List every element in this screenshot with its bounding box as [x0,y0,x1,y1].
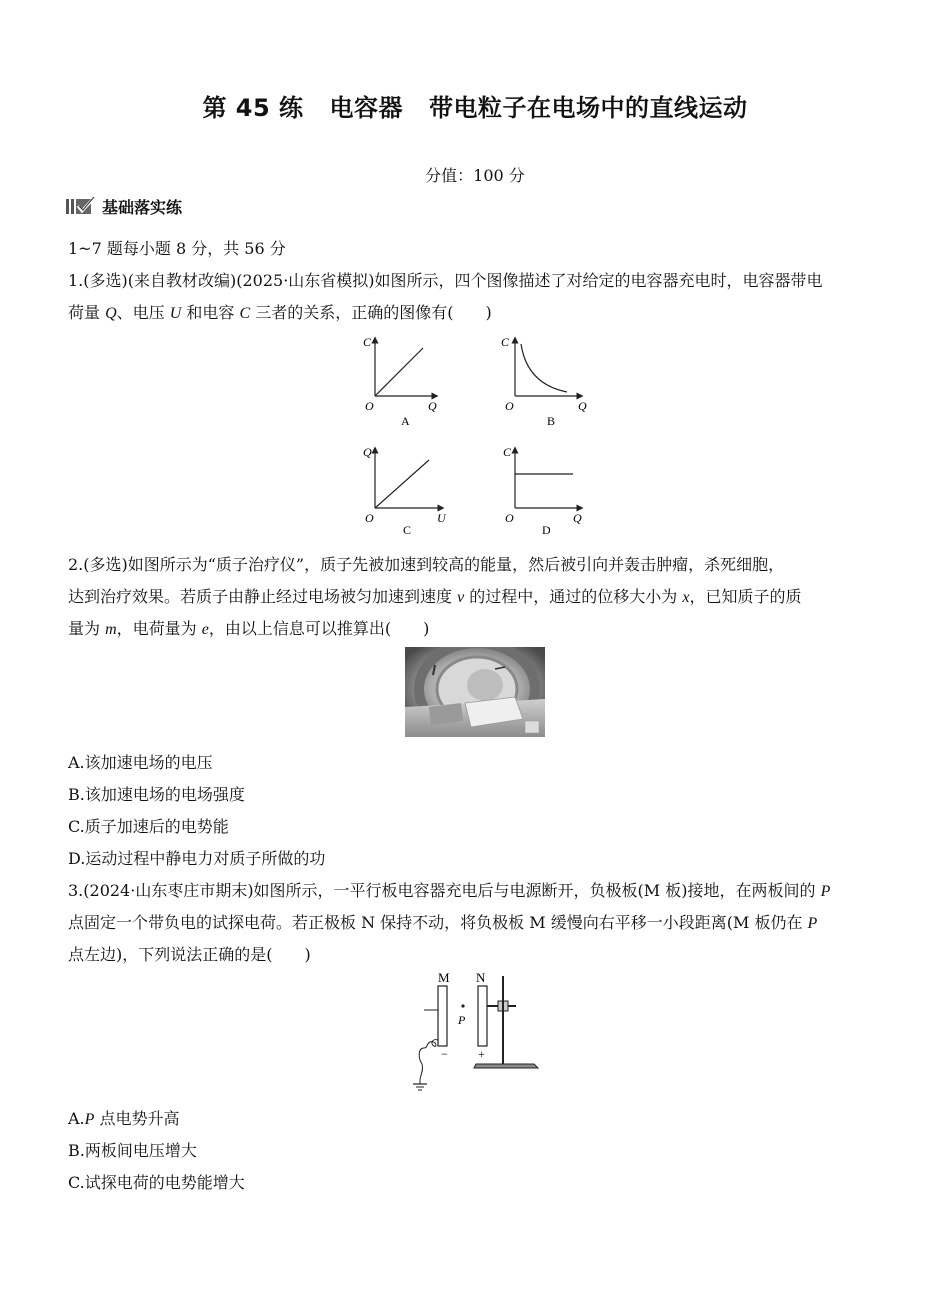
instructions: 1~7 题每小题 8 分，共 56 分 [68,239,286,258]
q3-option-b: B.两板间电压增大 [68,1141,197,1160]
checkmark-section-icon [66,196,96,216]
graph-a-xlabel: Q [428,399,437,413]
proton-therapy-photo [405,647,545,737]
plate-n-label: N [476,970,486,985]
stand-base [474,1064,538,1068]
plus-sign: + [478,1047,485,1061]
graph-b-curve [521,344,567,392]
graph-b-origin: O [505,399,514,413]
section-label: 基础落实练 [102,197,183,217]
q1-line2: 荷量 Q、电压 U 和电容 C 三者的关系，正确的图像有( ) [68,303,492,322]
score-text: 分值：100 分 [425,166,525,185]
q2-line2: 达到治疗效果。若质子由静止经过电场被匀加速到速度 v 的过程中，通过的位移大小为 x，已知质子的质 [68,587,802,606]
capacitor-figure [410,968,545,1096]
q3-option-c: C.试探电荷的电势能增大 [68,1173,245,1192]
graph-a [363,335,437,428]
q2-option-d: D.运动过程中静电力对质子所做的功 [68,849,326,868]
graph-c [363,445,447,537]
q3-line1: 3.(2024·山东枣庄市期末)如图所示，一平行板电容器充电后与电源断开，负极板(M 板)接地，在两板间的 P [68,881,831,900]
graph-b-label: B [547,414,556,428]
graph-c-line [375,460,429,508]
graph-d-xlabel: Q [573,511,582,525]
plate-m-label: M [438,970,450,985]
q3-option-a: A.P 点电势升高 [68,1109,180,1128]
plate-n [478,986,487,1046]
graph-b-ylabel: C [501,335,510,349]
q2-option-c: C.质子加速后的电势能 [68,817,229,836]
q3-line3: 点左边)，下列说法正确的是( ) [68,945,311,964]
graph-b-xlabel: Q [578,399,587,413]
graph-c-label: C [403,523,412,537]
q1-line1: 1.(多选)(来自教材改编)(2025·山东省模拟)如图所示，四个图像描述了对给定的电容器充电时，电容器带电 [68,271,823,290]
ground-wire [419,1040,438,1080]
graph-c-xlabel: U [437,511,446,525]
graph-c-origin: O [365,511,374,525]
q2-line3: 量为 m，电荷量为 e，由以上信息可以推算出( ) [68,619,430,638]
graph-a-origin: O [365,399,374,413]
minus-sign: − [441,1047,448,1061]
page-title: 第 45 练 电容器 带电粒子在电场中的直线运动 [202,94,748,122]
section-header [66,193,182,219]
graph-d-ylabel: C [503,445,512,459]
graph-a-line [375,348,423,396]
graph-a-ylabel: C [363,335,372,349]
q1-graphs [355,332,605,540]
point-p [461,1004,464,1007]
point-p-label: P [458,1013,466,1027]
graph-c-ylabel: Q [363,445,372,459]
graph-a-label: A [401,414,410,428]
q3-line2: 点固定一个带负电的试探电荷。若正极板 N 保持不动，将负极板 M 缓慢向右平移一小段距离(M 板仍在 P [68,913,818,932]
graph-d-label: D [542,523,551,537]
q2-line1: 2.(多选)如图所示为“质子治疗仪”，质子先被加速到较高的能量，然后被引向并轰击肿瘤，杀死细胞， [68,555,785,574]
q2-option-b: B.该加速电场的电场强度 [68,785,245,804]
graph-d-origin: O [505,511,514,525]
graph-d [503,445,582,537]
graph-b [501,335,587,428]
plate-m [438,986,447,1046]
q2-option-a: A.该加速电场的电压 [68,753,213,772]
